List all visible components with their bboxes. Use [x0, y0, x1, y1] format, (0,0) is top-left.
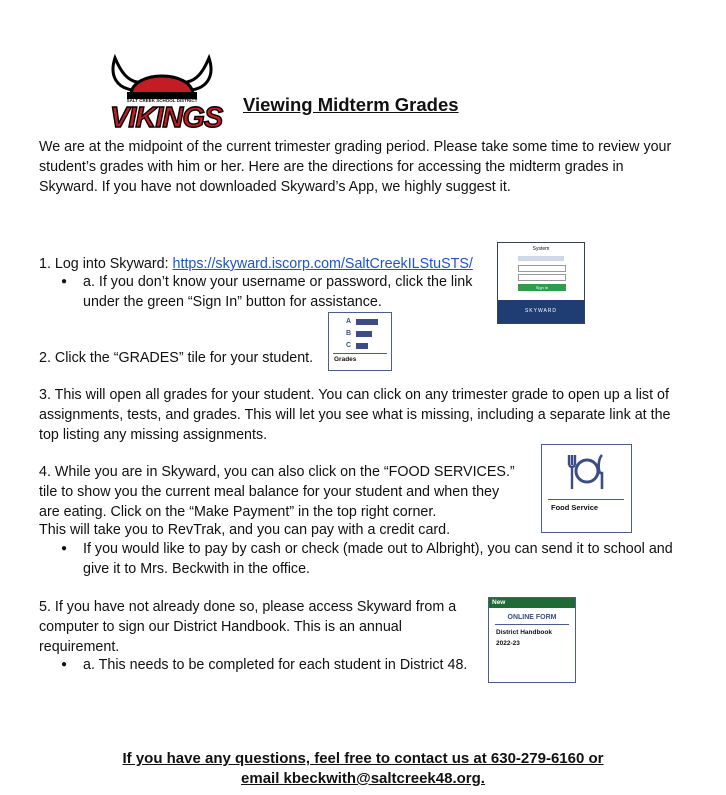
- grade-bar-a: [356, 319, 378, 325]
- fork-knife-plate-icon: [566, 453, 606, 491]
- grade-letter-b: B: [346, 330, 352, 337]
- grades-tile-label: Grades: [334, 356, 357, 363]
- food-service-tile-image: [541, 444, 632, 533]
- step-4-bullets: [83, 539, 683, 579]
- login-thumb-footer: [498, 300, 584, 323]
- step-5-bullets: [83, 655, 503, 675]
- login-thumb-field-2: [518, 274, 566, 281]
- intro-paragraph: We are at the midpoint of the current trimester grading period. Please take some time to review your student’s grades with him or her. Here are the directions for accessing the midterm grades in Skyward. If you have not downloaded Skyward’s App, we highly suggest it.: [39, 139, 672, 195]
- step-3: 3. This will open all grades for your student. You can click on any trimester grade to open up a list of assignments, tests, and grades. This will let you see what is missing, including a separate link at the top listing any missing assignments.: [39, 387, 671, 443]
- logo-name: VIKINGS: [110, 102, 223, 134]
- skyward-login-link[interactable]: https://skyward.iscorp.com/SaltCreekILStuSTS/: [172, 256, 473, 272]
- login-thumb-username: [518, 256, 564, 261]
- vikings-logo: [107, 54, 223, 136]
- grade-letter-c: C: [346, 342, 352, 349]
- login-thumb-field-1: [518, 265, 566, 272]
- grades-tile-divider: [333, 353, 387, 354]
- login-thumb-brand: SKYWARD: [524, 308, 558, 314]
- step-5: 5. If you have not already done so, please access Skyward from a computer to sign our District Handbook. This is an annual requirement.: [39, 599, 457, 655]
- footer-contact-line-2: email kbeckwith@saltcreek48.org.: [241, 770, 485, 787]
- food-tile-divider: [548, 499, 624, 500]
- grade-bar-c: [356, 343, 368, 349]
- step-4-line-2: tile to show you the current meal balance for your student and when they: [39, 484, 500, 500]
- grades-tile-image: [328, 312, 392, 371]
- food-tile-label: Food Service: [551, 503, 599, 512]
- step-1-text: 1. Log into Skyward:: [39, 256, 173, 272]
- grade-bar-b: [356, 331, 372, 337]
- step-1: [39, 254, 499, 274]
- login-thumb-header: System: [532, 246, 550, 252]
- step-4-line-1: 4. While you are in Skyward, you can also click on the “FOOD SERVICES.”: [39, 464, 515, 480]
- form-tile-divider: [495, 624, 569, 625]
- step-1-bullet: ● a. If you don’t know your username or password, click the link under the green “Sign In” button for assistance.: [83, 272, 483, 312]
- step-4-bullet: ● If you would like to pay by cash or check (made out to Albright), you can send it to school and give it to Mrs. Beckwith in the office.: [83, 539, 683, 579]
- skyward-login-thumbnail: [497, 242, 585, 324]
- form-tile-title: ONLINE FORM: [507, 614, 557, 621]
- grade-letter-a: A: [346, 318, 352, 325]
- step-4-line-4: This will take you to RevTrak, and you can pay with a credit card.: [39, 522, 451, 538]
- new-badge: New: [489, 598, 575, 608]
- form-tile-body: District Handbook 2022-23: [496, 629, 552, 647]
- step-1-bullets: [83, 272, 483, 312]
- step-5-bullet: ● a. This needs to be completed for each student in District 48.: [83, 655, 503, 675]
- step-2: 2. Click the “GRADES” tile for your student.: [39, 350, 314, 366]
- step-4-line-3: are eating. Click on the “Make Payment” in the top right corner.: [39, 504, 437, 520]
- logo-small-text: SALT CREEK SCHOOL DISTRICT: [126, 98, 198, 103]
- footer-contact-line-1: If you have any questions, feel free to contact us at 630-279-6160 or: [122, 750, 604, 767]
- login-thumb-sign-in: Sign In: [518, 284, 566, 291]
- online-form-tile-image: [488, 597, 576, 683]
- page-title: Viewing Midterm Grades: [243, 94, 459, 115]
